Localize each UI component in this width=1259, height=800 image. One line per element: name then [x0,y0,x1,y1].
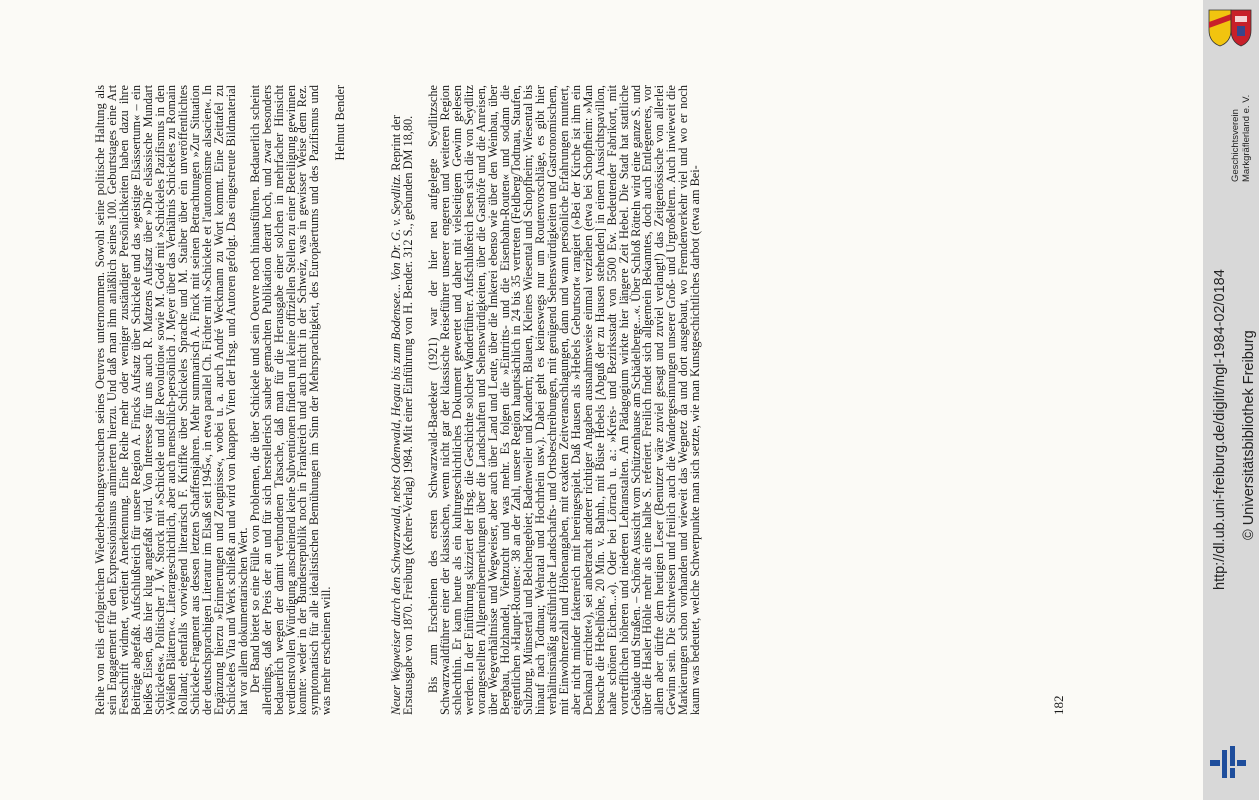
review-body: Bis zum Erscheinen des ersten Schwarzwald-Baedeker (1921) war der hier neu aufgelegte Seydlitzsche Schwarzwaldführer einer der klassischen, wenn nicht gar der klassische Reiseführer unserer engeren und weiteren Region schlechthin. Er kann heute als ein kulturgeschichtliches Dokument gewertet und daher mit vielseitigem Gewinn gelesen werden. In der Einführung skizziert der Hrsg. die Geschichte solcher Wanderführer. Aufschlußreich lesen sich die von Seydlitz vorangestellten Allgemeinbemerkungen über die Landschaften und Sehenswürdigkeiten, über die Gasthöfe und die Anreisen, über Wegverhältnisse und Wegweiser, aber auch über Land und Leute, über die Imkerei ebenso wie über den Weinbau, über Bergbau, Holzhandel, Viehzucht und was mehr. Es folgen die »Eintritts- und die Eisenbahn-Routen« und sodann die eigentlichen »Haupt-Routen«: 38 an der Zahl, unsere Region hauptsächlich in 24 bis 35 vertreten (Feldberg/Todtnau, Staufen, Sulzburg, Münstertal und Belchengebiet; Badenweiler und Kandern; Blauen, Kleines Wiesental und Schopfheim; Wiesental bis hinauf nach Todtnau; Wehratal und Hochrhein usw.). Dabei geht es keineswegs nur um Routenvorschläge, es gibt hier verhältnismäßig ausführliche Landschafts- und Ortsbeschreibungen, mit genügend Sehenswürdigkeiten und Gastronomischem, mit Einwohnerzahl und Höhenangaben, mit exakten Zeitveranschlagungen, dann und wann persönliche Erfahrungen muntert, aber nicht minder faktenreich mit hereingespielt. Daß Hausen als »Hebels Geburtsort« rangiert (»Bei der Kirche ist ihm ein Denkmal errichtet«), sei anbetracht anderer richtiger Angaben ausnahmsweise einmal verziehen (etwa bei Schopfheim: »Man besuche die Hebelhöhe, 20 Min. v. Bahnh., mit Büste Hebels [Abguß der zu Hausen stehenden] in einem Aussichtspavillon, nahe schönen Eichen...«). Oder bei Lörrach u. a.: »Kreis- und Bezirksstadt von 5500 Ew. Bedeutender Fabrikort, mit vortrefflichen höheren und niederen Lehranstalten. Am Pädagogium wirkte hier längere Zeit Hebel. Die Stadt hat stattliche Gebäude und Straßen. – Schöne Aussicht vom Schützenhause am Schädelberge...«. Über Schloß Rötteln wird eine ganze S. und über die Hasler Höhle mehr als eine halbe S. referiert. Freilich findet sich allgemein Bekanntes, doch auch Entlegeneres, vor allem aber dürfte dem heutigen Leser (Benutzer wäre zuviel gesagt und zuviel verlangt!) das Zeitgenössische von allerlei Gewinn sein. Die Sichtweisen und freilich auch die Wandergesinnungen unserer Groß- und Urgroßeltern. Auch inwieweit die Markierungen schon vorhanden und wieweit das Wegnetz da und dort ausgebaut, wo Fremdenverkehr viel und wo er noch kaum was bedeutet, welche Schwerpunkte man sich setzte, wie man Kunstgeschichtliches darbot (etwa am Bei- [426,85,703,715]
university-library-logo-icon [1208,742,1248,782]
text-block [95,85,1075,715]
coat-of-arms-icon [1207,8,1253,48]
review-signature: Helmut Bender [333,85,348,161]
library-copyright: © Universitätsbibliothek Freiburg [1241,330,1257,540]
society-name-line-1: Geschichtsverein [1230,109,1241,182]
source-url-link[interactable]: http://dl.ub.uni-freiburg.de/diglit/mgl-1984-02/0184 [1212,269,1228,590]
society-name-line-2: Markgräflerland e. V. [1241,94,1252,182]
book-title: Neuer Wegweiser durch den Schwarzwald, nebst Odenwald, Hegau bis zum Bodensee... Von Dr. G. v. Seydlitz. [389,173,404,715]
page-number: 182 [1051,695,1066,715]
book-biblio: Reprint der Erstausgabe von 1870. Freiburg (Kehrer-Verlag) 1984. Mit einer Einführung von H. Bender. 312 S., gebunden DM 18,80. [389,115,416,715]
review-heading [390,85,414,715]
paragraph-2: Der Band bietet so eine Fülle von Problemen, die über Schickele und sein Oeuvre noch hinausführen. Bedauerlich scheint allerdings, daß der Preis der an und für sich herstellerisch sauber gemachten Publikation derart hoch, und zwar besonders bedauerlich wegen der damit verbundenen Tatsache, daß man für die Herausgabe einer solchen in mehrfacher Hinsicht verdienstvollen Würdigung anscheinend keine Subventionen finden und keine offiziellen Stellen zu einer Beteiligung gewinnen konnte: weder in der Bundesrepublik noch in Frankreich und auch nicht in der Schweiz, was in gewisser Weise dem Rez. symptomatisch für alle idealistischen Bemühungen im Sinn der Mehrsprachigkeit, des Europäertums und des Pazifismus und was mehr erscheinen will. [247,85,334,715]
paragraph-1: Reihe von teils erfolgreichen Wiederbelebungsversuchen seines Oeuvres unternommen. Sowohl seine politische Haltung als sein Engagement für den Expressionismus animierten hierzu. Und daß man ihm anläßlich seines 100. Geburtstages eine Art Festschrift widmet, verdient Anerkennung. Eine Reihe mehr oder weniger zuständiger Persönlichkeiten haben dazu ihre Beiträge abgefaßt. Aufschlußreich für unsere Region A. Fincks Aufsatz über Schickele und das »geistige Elsässertum« – ein heißes Eisen, das hier klug angefaßt wird. Von Interesse für uns auch R. Matzens Aufsatz über »Die elsässische Mundart Schickeles«. Politischer J. W. Storck mit »Schickele und die Revolution« sowie M. Godé mit »Schickeles Pazifismus in den ›Weißen Blättern‹«. Literargeschichtlich, aber auch menschlich-persönlich J. Meyer über das Verhältnis Schickeles zu Romain Rolland; ebenfalls vorwiegend literarisch F. Kniffke über Schickeles Sprache und M. Staiber über ein unveröffentlichtes Schickele-Fragment aus dessen letzten Schaffensjahren. Mehr summarisch A. Finck mit seinen Betrachtungen »Zur Situation der deutschsprachigen Literatur im Elsaß seit 1945«, in etwa parallel Ch. Fichter mit »Schickele et l'autonomisme alsacien«. In Ergänzung hierzu »Erinnerungen und Zeugnisse«, wobei u. a. auch André Weckmann zu Wort kommt. Eine Zeittafel zu Schickeles Vita und Werk schließt an und wird von knappen Viten der Hrsg. und Autoren gefolgt. Das eingestreute Bildmaterial hat vor allem dokumentarischen Wert. [93,85,250,715]
